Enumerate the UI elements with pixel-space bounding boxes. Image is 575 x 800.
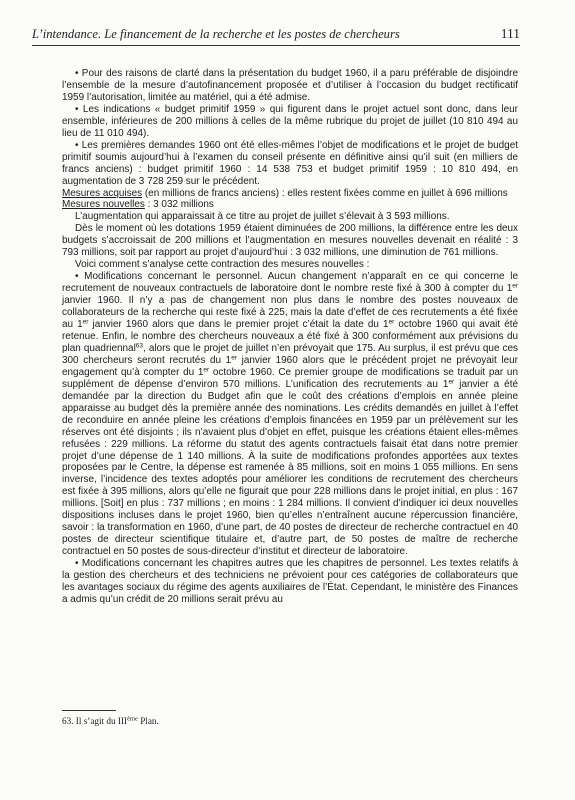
personnel-text-g: octobre 1960. Ce premier groupe de modifications se traduit par un supplément de dépense d’environ 570 millions. L’unification des recrutements au 1 (62, 366, 518, 390)
personnel-text-b: janvier 1960. Il n’y a pas de changement non plus dans le nombre des postes nouveaux de collaborateurs de la recherche qui reste fixé à 225, mais la date d’effet de ces recrutements a été fixée au 1 (62, 295, 518, 331)
superscript-er: er (203, 366, 210, 374)
footnote-ref: 63 (135, 342, 144, 350)
paragraph-augmentation: L’augmentation qui apparaissait à ce titre au projet de juillet s’élevait à 3 593 millions. (75, 211, 450, 223)
paragraph-autofinancement: • Pour des raisons de clarté dans la présentation du budget 1960, il a paru préférable de disjoindre l’ensemble de la mesure d’autofinancement proposée et d’utiliser à l’occasion du budget rectificatif 1959 l’autorisation, limitée au matériel, qui a été admise. (62, 68, 518, 103)
body-text (62, 68, 518, 606)
personnel-text-f: janvier 1960 alors que le précédent projet ne prévoyait leur engagement qu’à compter du 1 (62, 354, 518, 378)
superscript-er: er (448, 378, 455, 386)
mesures-acquises-text: (en millions de francs anciens) : elles restent fixées comme en juillet à 696 millions (142, 187, 508, 199)
page-header (32, 26, 520, 46)
footnote-text: 63. Il s’agit du III (62, 716, 128, 726)
footnote-superscript: ème (127, 715, 138, 723)
superscript-er: er (231, 354, 237, 362)
paragraph-analyse: Voici comment s’analyse cette contraction des mesures nouvelles : (75, 259, 370, 271)
mesures-nouvelles-text: : 3 032 millions (144, 199, 214, 211)
superscript-er: er (512, 282, 518, 290)
personnel-text-d: octobre 1960 qui avait été retenue. Enfin, le nombre des chercheurs nouveaux a été fixé à 300 conformément aux prévisions du plan quadriennal (62, 319, 519, 354)
paragraph-autres-chapitres: • Modifications concernant les chapitres autres que les chapitres de personnel. Les textes relatifs à la gestion des chercheurs et des techniciens ne prévoient pour ces catégories de collaborateurs que les avantages sociaux du régime des agents auxiliaires de l’État. Cependant, le ministère des Finances a admis qu’un crédit de 20 millions serait prévu au (62, 558, 518, 605)
page-number: 111 (500, 26, 520, 41)
paragraph-personnel (62, 271, 518, 558)
footnote-rule (62, 710, 116, 711)
running-head: L’intendance. Le financement de la recherche et les postes de chercheurs (32, 27, 400, 41)
paragraph-mesures-acquises (62, 188, 518, 200)
superscript-er: er (388, 318, 395, 326)
personnel-text-a: • Modifications concernant le personnel. Aucun changement n’apparaît en ce qui concerne le recrutement de nouveaux contractuels de laboratoire dont le nombre reste fixé à 300 à compter du 1 (62, 271, 518, 295)
superscript-er: er (82, 318, 89, 326)
paragraph-difference: Dès le moment où les dotations 1959 étaient diminuées de 200 millions, la différence entre les deux budgets s’accroissait de 200 millions et l’augmentation en mesures nouvelles devenait en réalité : 3 793 millions, soit par rapport au projet d’aujourd’hui : 3 032 millions, une diminution de 761 millions. (62, 223, 518, 259)
personnel-text-c: janvier 1960 alors que dans le premier projet c’était la date du 1 (88, 319, 389, 331)
paragraph-mesures-nouvelles (62, 199, 518, 211)
personnel-text-e: , alors que le projet de juillet n’en prévoyait que 175. Au surplus, il est prévu que ces 300 chercheurs seront recrutés du 1 (62, 342, 518, 366)
paragraph-budget-primitif-1959: • Les indications « budget primitif 1959 » qui figurent dans le projet actuel sont donc, dans leur ensemble, inférieures de 200 millions à celles de la même rubrique du projet de juillet (10 810 494 au lieu de 11 010 494). (62, 103, 518, 139)
mesures-nouvelles-label: Mesures nouvelles (62, 199, 145, 211)
footnote (62, 716, 518, 726)
mesures-acquises-label: Mesures acquises (62, 187, 143, 199)
personnel-text-h: janvier a été demandée par la direction du Budget afin que le coût des créations d’emplois en année pleine apparaisse au budget dès la première année des nominations. Les crédits demandés en juillet à l’effet de reconduire en année pleine les créations d’emplois financées en 1959 par un prélèvement sur les réserves ont été disjoints ; ils n’avaient plus d’objet en effet, puisque les créations étaient elles-mêmes refusées : 229 millions. La réforme du statut des agents contractuels faisait état dans notre premier projet d’une dépense de 1 140 millions. À la suite de modifications profondes apportées aux textes proposées par le Centre, la dépense est ramenée à 85 millions, soit en moins 1 055 millions. En sens inverse, l’incidence des textes adoptés pour améliorer les conditions de recrutement des chercheurs est fixée à 395 millions, alors qu’elle ne figurait que pour 228 millions dans le projet initial, en plus : 167 millions. [Soit] en plus : 737 millions ; en moins : 1 284 millions. Il convient d’indiquer ici deux nouvelles dispositions incluses dans le projet 1960, bien qu’elles n’entraînent aucune répercussion financière, savoir : la transformation en 1960, d’une part, de 40 postes de directeur de recherche contractuel en 40 postes de directeur scientifique titulaire et, d’autre part, de 50 postes de maître de recherche contractuel en 50 postes de sous-directeur d’institut et directeur de laboratoire. (62, 378, 518, 558)
paragraph-premieres-demandes: • Les premières demandes 1960 ont été elles-mêmes l’objet de modifications et le projet de budget primitif soumis aujourd’hui à l’examen du conseil présente en définitive ainsi qu’il suit (en milliers de francs anciens) : budget primitif 1960 : 14 538 753 et budget primitif 1959 : 10 810 494, en augmentation de 3 728 259 sur le précédent. (62, 139, 518, 187)
footnote-text-end: Plan. (137, 716, 159, 726)
